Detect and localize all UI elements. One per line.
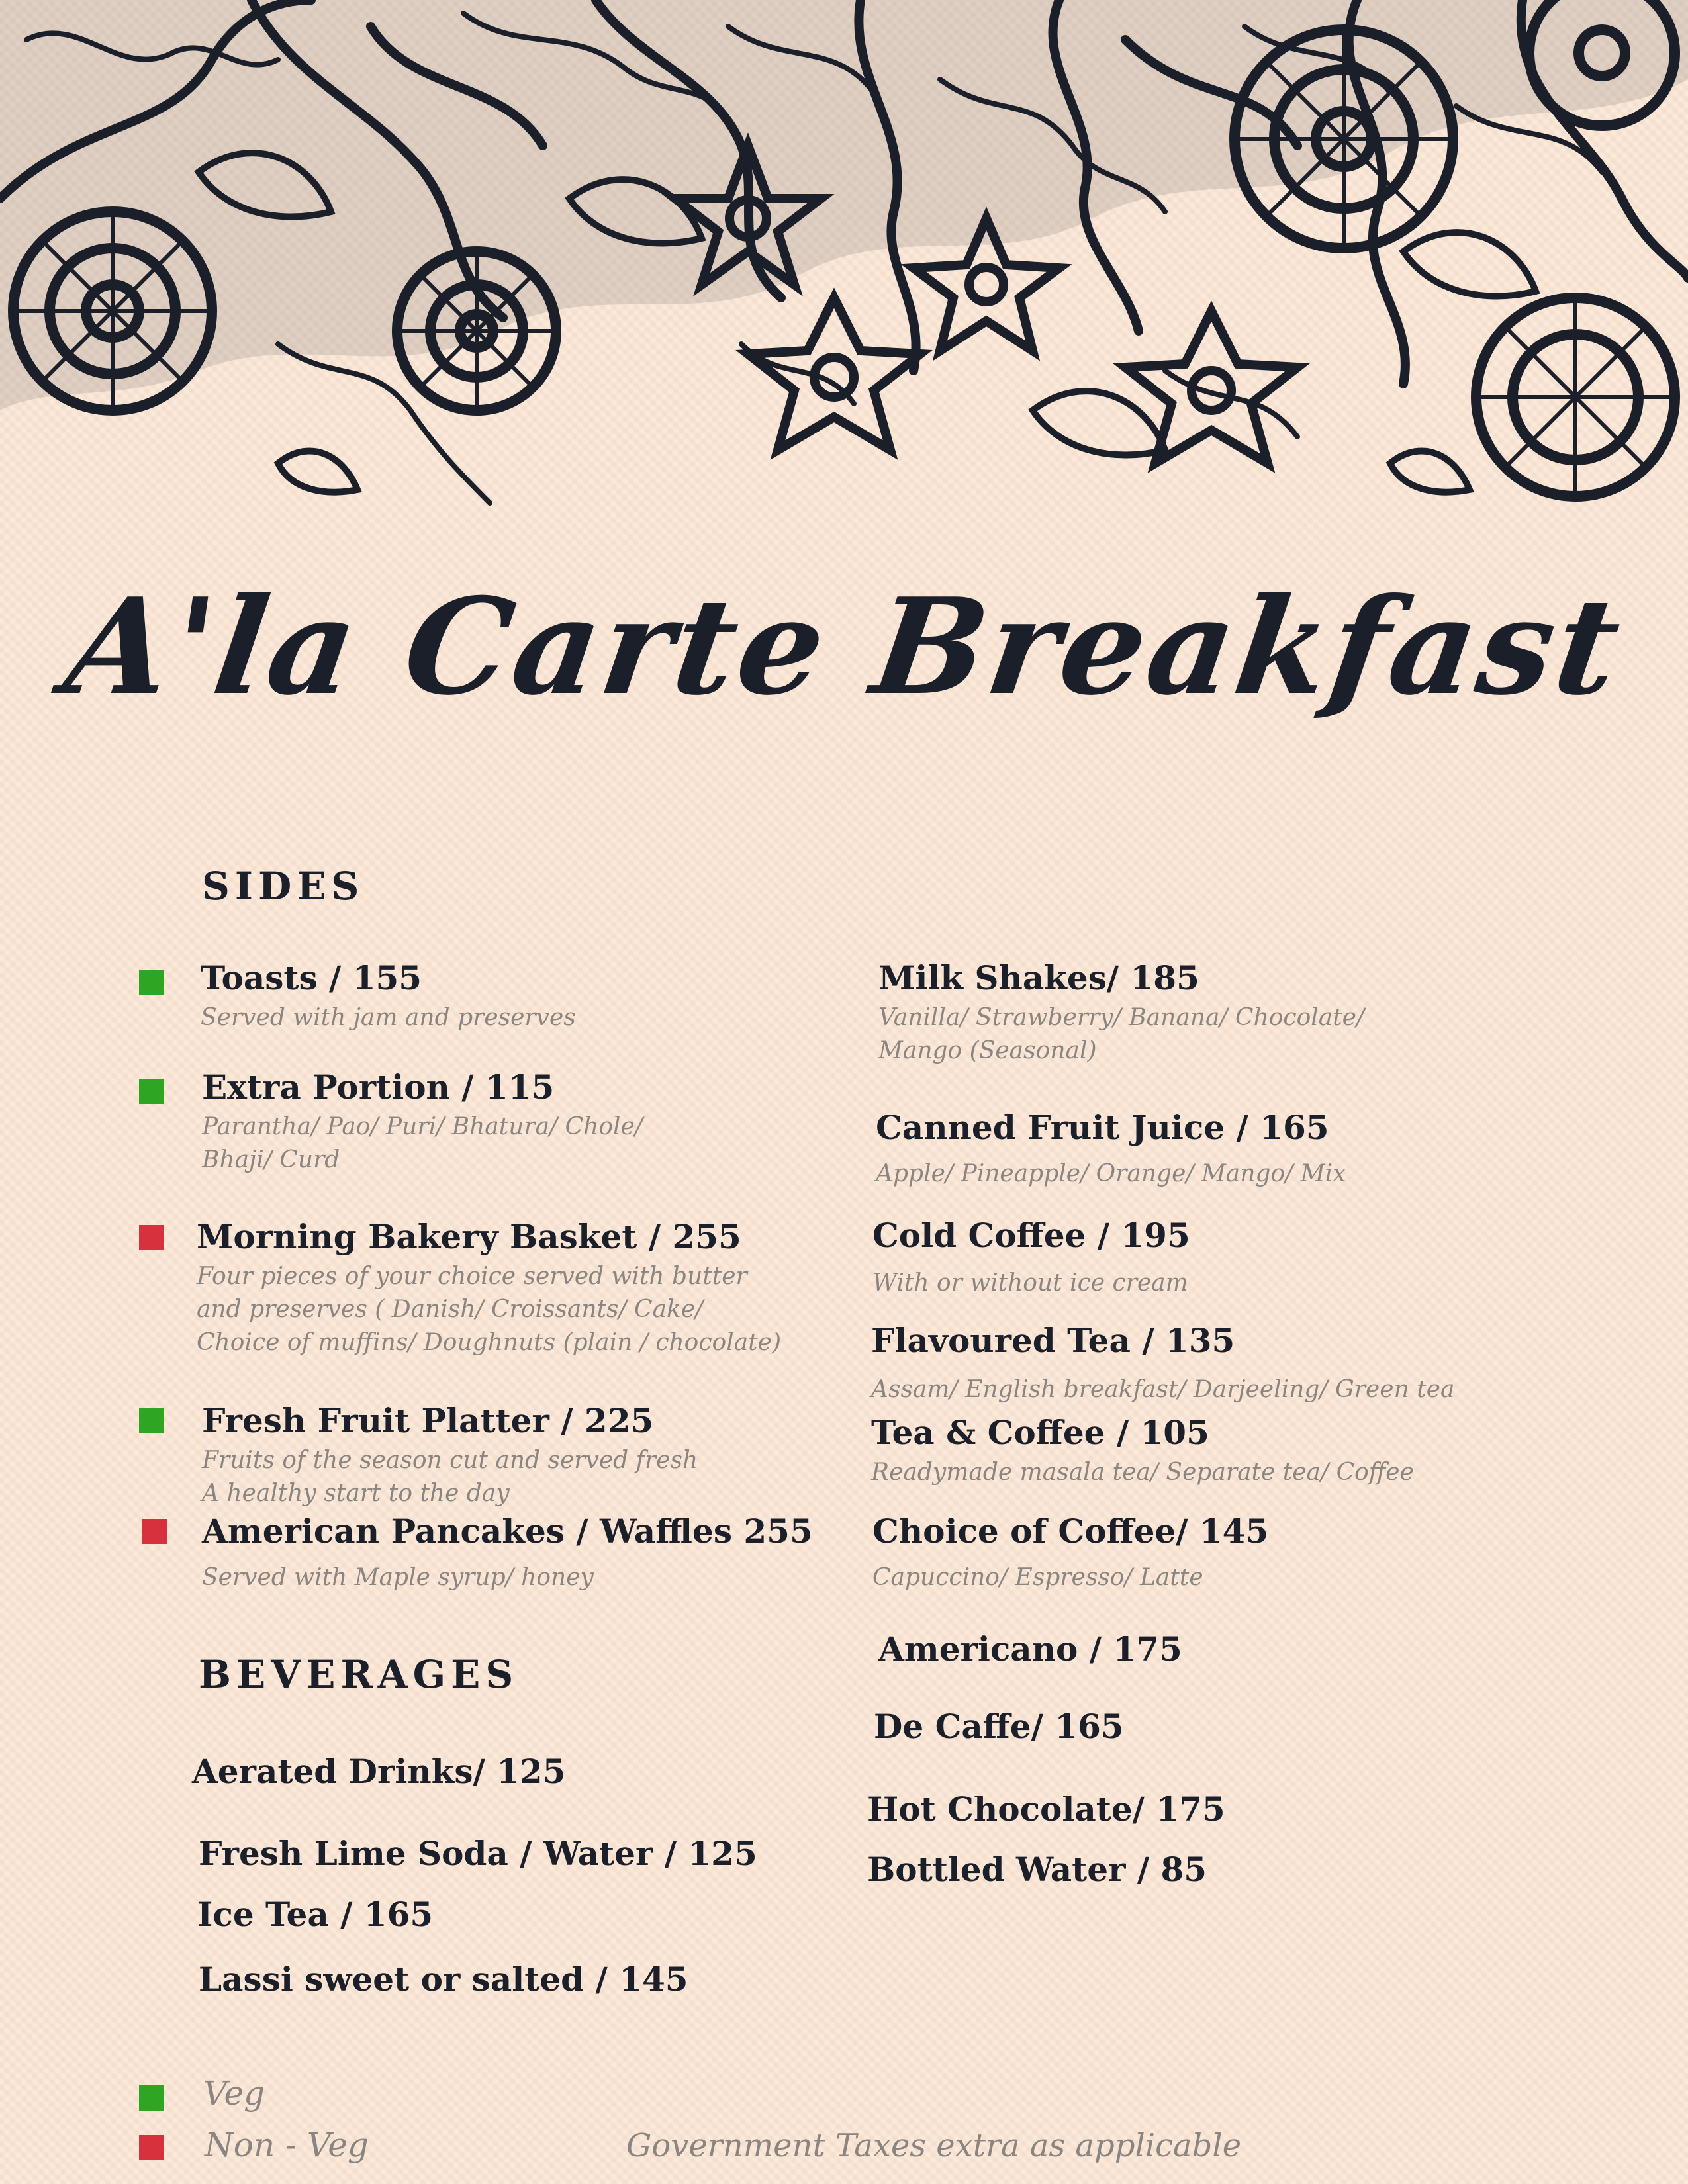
menu-item bbox=[199, 1959, 688, 2000]
menu-item bbox=[867, 1849, 1207, 1890]
menu-item bbox=[867, 1789, 1225, 1830]
menu-item-name: Lassi sweet or salted / 145 bbox=[199, 1960, 688, 1999]
menu-item bbox=[202, 1400, 698, 1510]
menu-item bbox=[874, 1706, 1124, 1747]
menu-item bbox=[878, 1629, 1182, 1670]
menu-item-description: Apple/ Pineapple/ Orange/ Mango/ Mix bbox=[876, 1160, 1346, 1187]
non-veg-legend-icon bbox=[139, 2135, 164, 2160]
menu-item-name: Choice of Coffee/ 145 bbox=[872, 1512, 1269, 1551]
veg-marker-icon bbox=[139, 1079, 164, 1104]
menu-item bbox=[202, 1511, 813, 1594]
menu-item-name: Canned Fruit Juice / 165 bbox=[876, 1108, 1329, 1147]
legend-non-veg-label: Non - Veg bbox=[205, 2126, 369, 2164]
menu-item-name: American Pancakes / Waffles 255 bbox=[202, 1512, 813, 1551]
menu-item-description: Readymade masala tea/ Separate tea/ Coffee bbox=[871, 1459, 1414, 1486]
menu-item-name: Milk Shakes/ 185 bbox=[878, 958, 1199, 997]
tax-note: Government Taxes extra as applicable bbox=[626, 2127, 1242, 2164]
menu-item bbox=[192, 1751, 566, 1792]
menu-item-name: Bottled Water / 85 bbox=[867, 1850, 1207, 1889]
menu-item bbox=[197, 1894, 433, 1935]
menu-item-name: Cold Coffee / 195 bbox=[872, 1216, 1190, 1255]
menu-item bbox=[199, 1833, 757, 1874]
menu-item bbox=[202, 1067, 643, 1177]
menu-item-name: Toasts / 155 bbox=[201, 958, 422, 997]
menu-item bbox=[871, 1320, 1454, 1406]
section-heading-beverages: BEVERAGES bbox=[199, 1652, 519, 1697]
menu-item-description: Assam/ English breakfast/ Darjeeling/ Green tea bbox=[871, 1376, 1455, 1403]
menu-item-description: Four pieces of your choice served with butter and preserves ( Danish/ Croissants/ Cake/ Choice of muffins/ Doughnuts (plain / chocolate) bbox=[197, 1263, 781, 1356]
menu-item-description: Served with Maple syrup/ honey bbox=[202, 1564, 594, 1591]
veg-legend-icon bbox=[139, 2085, 164, 2111]
legend-veg-label: Veg bbox=[203, 2074, 265, 2113]
veg-marker-icon bbox=[139, 1408, 164, 1433]
menu-item-name: Fresh Fruit Platter / 225 bbox=[202, 1401, 654, 1440]
menu-item-name: Americano / 175 bbox=[878, 1629, 1182, 1668]
menu-item-name: Morning Bakery Basket / 255 bbox=[197, 1217, 741, 1256]
menu-item-name: Flavoured Tea / 135 bbox=[871, 1321, 1235, 1360]
non-veg-marker-icon bbox=[139, 1225, 164, 1250]
menu-item-description: Capuccino/ Espresso/ Latte bbox=[872, 1564, 1203, 1591]
menu-item-name: Hot Chocolate/ 175 bbox=[867, 1790, 1225, 1829]
menu-item-description: Served with jam and preserves bbox=[201, 1004, 576, 1031]
menu-item bbox=[197, 1216, 781, 1359]
menu-item bbox=[878, 958, 1364, 1068]
menu-item-description: With or without ice cream bbox=[872, 1269, 1188, 1297]
menu-item-name: Extra Portion / 115 bbox=[202, 1068, 555, 1107]
menu-item-name: Fresh Lime Soda / Water / 125 bbox=[199, 1834, 757, 1873]
menu-item-name: De Caffe/ 165 bbox=[874, 1707, 1124, 1746]
menu-item bbox=[201, 958, 576, 1034]
menu-item-description: Fruits of the season cut and served fresh A healthy start to the day bbox=[202, 1447, 698, 1507]
menu-item bbox=[871, 1412, 1414, 1489]
page-title: A'la Carte Breakfast bbox=[56, 569, 1632, 725]
section-heading-sides: SIDES bbox=[202, 864, 365, 909]
menu-item bbox=[876, 1107, 1346, 1191]
menu-item-description: Vanilla/ Strawberry/ Banana/ Chocolate/ Mango (Seasonal) bbox=[878, 1004, 1365, 1064]
menu-item-name: Tea & Coffee / 105 bbox=[871, 1413, 1209, 1452]
menu-item-description: Parantha/ Pao/ Puri/ Bhatura/ Chole/ Bhaji/ Curd bbox=[202, 1113, 643, 1173]
menu-item-name: Ice Tea / 165 bbox=[197, 1895, 434, 1934]
menu-item bbox=[872, 1215, 1190, 1300]
non-veg-marker-icon bbox=[142, 1519, 167, 1544]
menu-item bbox=[872, 1511, 1268, 1594]
veg-marker-icon bbox=[139, 970, 164, 995]
floral-engraving-icon bbox=[0, 0, 1688, 543]
menu-item-name: Aerated Drinks/ 125 bbox=[192, 1752, 566, 1791]
